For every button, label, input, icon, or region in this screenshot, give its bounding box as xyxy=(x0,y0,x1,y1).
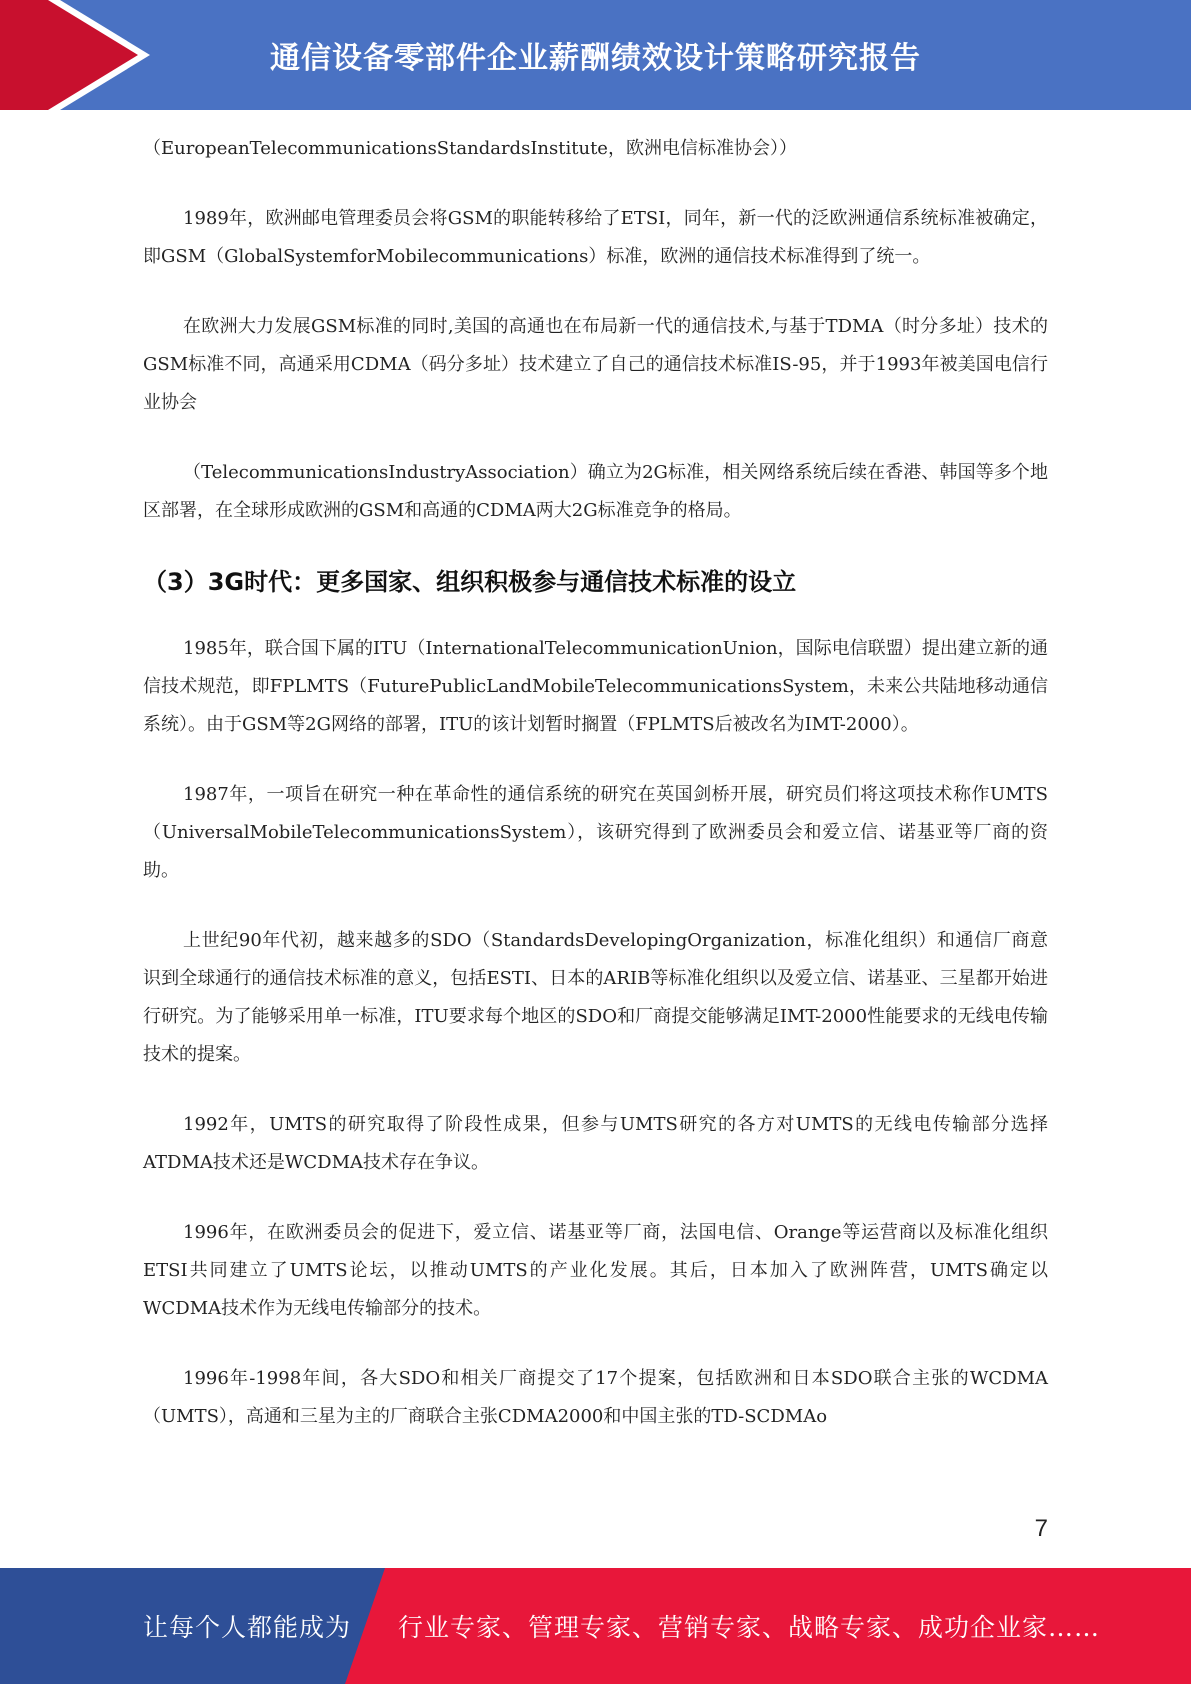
page-header xyxy=(0,0,1191,110)
paragraph: 1992年，UMTS的研究取得了阶段性成果，但参与UMTS研究的各方对UMTS的无线电传输部分选择ATDMA技术还是WCDMA技术存在争议。 xyxy=(143,1114,1048,1173)
paragraph: 1996年，在欧洲委员会的促进下，爱立信、诺基亚等厂商，法国电信、Orange等运营商以及标准化组织ETSI共同建立了UMTS论坛，以推动UMTS的产业化发展。其后，日本加入了欧洲阵营，UMTS确定以WCDMA技术作为无线电传输部分的技术。 xyxy=(143,1222,1048,1319)
page-footer xyxy=(0,1568,1191,1684)
footer-slogan-left: 让每个人都能成为 xyxy=(143,1613,352,1642)
paragraph: 1989年，欧洲邮电管理委员会将GSM的职能转移给了ETSI，同年，新一代的泛欧洲通信系统标准被确定，即GSM（GlobalSystemforMobilecommunications）标准，欧洲的通信技术标准得到了统一。 xyxy=(143,208,1048,267)
paragraph: （EuropeanTelecommunicationsStandardsInstitute，欧洲电信标准协会）） xyxy=(143,138,797,159)
paragraph: 在欧洲大力发展GSM标准的同时,美国的高通也在布局新一代的通信技术,与基于TDMA（时分多址）技术的GSM标准不同，高通采用CDMA（码分多址）技术建立了自己的通信技术标准IS-95，并于1993年被美国电信行业协会 xyxy=(143,316,1048,413)
paragraph: （TelecommunicationsIndustryAssociation）确立为2G标准，相关网络系统后续在香港、韩国等多个地区部署，在全球形成欧洲的GSM和高通的CDMA两大2G标准竞争的格局。 xyxy=(143,462,1048,521)
paragraph: 1985年，联合国下属的ITU（InternationalTelecommunicationUnion，国际电信联盟）提出建立新的通信技术规范，即FPLMTS（FuturePublicLandMobileTelecommunicationsSystem，未来公共陆地移动通信系统）。由于GSM等2G网络的部署，ITU的该计划暂时搁置（FPLMTS后被改名为IMT-2000）。 xyxy=(143,638,1048,735)
paragraph: 上世纪90年代初，越来越多的SDO（StandardsDevelopingOrganization，标准化组织）和通信厂商意识到全球通行的通信技术标准的意义，包括ESTI、日本的ARIB等标准化组织以及爱立信、诺基亚、三星都开始进行研究。为了能够采用单一标准，ITU要求每个地区的SDO和厂商提交能够满足IMT-2000性能要求的无线电传输技术的提案。 xyxy=(143,930,1048,1065)
paragraph: 1987年，一项旨在研究一种在革命性的通信系统的研究在英国剑桥开展，研究员们将这项技术称作UMTS（UniversalMobileTelecommunicationsSystem），该研究得到了欧洲委员会和爱立信、诺基亚等厂商的资助。 xyxy=(143,784,1048,881)
page-number: 7 xyxy=(1034,1515,1048,1542)
document-body xyxy=(143,130,1048,1468)
report-title: 通信设备零部件企业薪酬绩效设计策略研究报告 xyxy=(270,41,921,76)
paragraph: 1996年-1998年间，各大SDO和相关厂商提交了17个提案，包括欧洲和日本SDO联合主张的WCDMA（UMTS），高通和三星为主的厂商联合主张CDMA2000和中国主张的TD-SCDMAo xyxy=(143,1368,1048,1427)
footer-slogan-right: 行业专家、管理专家、营销专家、战略专家、成功企业家…… xyxy=(398,1613,1101,1642)
section-heading: （3）3G时代：更多国家、组织积极参与通信技术标准的设立 xyxy=(143,568,797,596)
